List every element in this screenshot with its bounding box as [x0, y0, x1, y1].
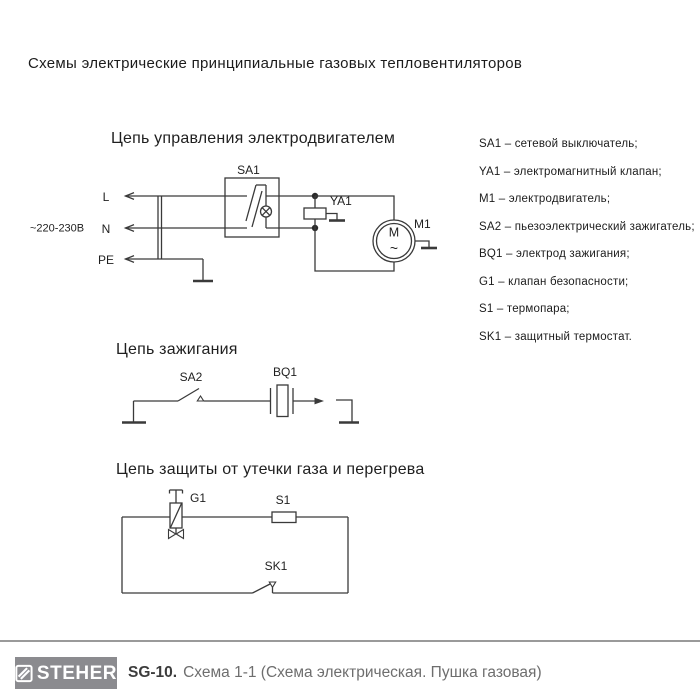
l-wire [126, 193, 248, 200]
ya1-label: YA1 [330, 194, 352, 208]
pe-wire [126, 256, 214, 281]
terminal-l-label: L [102, 190, 110, 204]
voltage-label: ~220-230В [30, 222, 85, 235]
right-ground-icon [336, 400, 359, 423]
sk1-thermostat-symbol [253, 582, 276, 593]
sa1-label: SA1 [237, 163, 260, 177]
page-title: Схемы электрические принципиальные газовых тепловентиляторов [28, 55, 523, 72]
gas-valve-icon [169, 530, 176, 539]
sa2-label: SA2 [179, 370, 203, 384]
sk1-label: SK1 [264, 559, 288, 573]
model-number: SG-10. [128, 664, 178, 681]
motor-control-circuit [30, 130, 437, 281]
ignition-circuit-title: Цепь зажигания [116, 341, 238, 358]
spark-arrow-icon [315, 398, 325, 405]
legend-item: SA2 – пьезоэлектрический зажигатель; [479, 220, 695, 233]
legend-item: S1 – термопара; [479, 303, 570, 315]
protection-circuit-title: Цепь защиты от утечки газа и перегрева [116, 461, 425, 478]
ignition-circuit [116, 341, 359, 423]
s1-thermocouple-symbol [272, 512, 296, 523]
motor-tilde: ~ [389, 240, 399, 256]
steher-logo-icon [15, 664, 33, 683]
motor-circuit-title: Цепь управления электродвигателем [111, 130, 396, 147]
g1-label: G1 [190, 491, 207, 505]
g1-valve-symbol [169, 490, 184, 539]
brand-name: STEHER [36, 662, 117, 684]
motor-letter: M [388, 225, 400, 240]
left-ground-icon [122, 401, 146, 423]
legend-item: G1 – клапан безопасности; [479, 275, 629, 288]
terminal-pe-label: PE [97, 253, 115, 267]
legend-item: SA1 – сетевой выключатель; [479, 138, 638, 150]
protection-circuit [116, 461, 424, 593]
footer-caption [128, 648, 542, 698]
sa2-switch-symbol [178, 389, 204, 402]
terminal-n-label: N [101, 222, 111, 236]
bq1-label: BQ1 [272, 365, 298, 379]
legend-item: BQ1 – электрод зажигания; [479, 248, 630, 260]
s1-label: S1 [275, 493, 291, 507]
footer [0, 648, 700, 700]
steher-logo [15, 657, 117, 689]
footer-separator [0, 640, 700, 642]
n-wire [126, 225, 248, 232]
legend-item: M1 – электродвигатель; [479, 193, 611, 205]
legend-item: SK1 – защитный термостат. [479, 330, 633, 343]
bq1-electrode-symbol [271, 385, 294, 417]
m1-label: M1 [414, 217, 431, 231]
scheme-description: Схема 1-1 (Схема электрическая. Пушка газовая) [183, 664, 542, 681]
legend-item: YA1 – электромагнитный клапан; [479, 165, 662, 178]
